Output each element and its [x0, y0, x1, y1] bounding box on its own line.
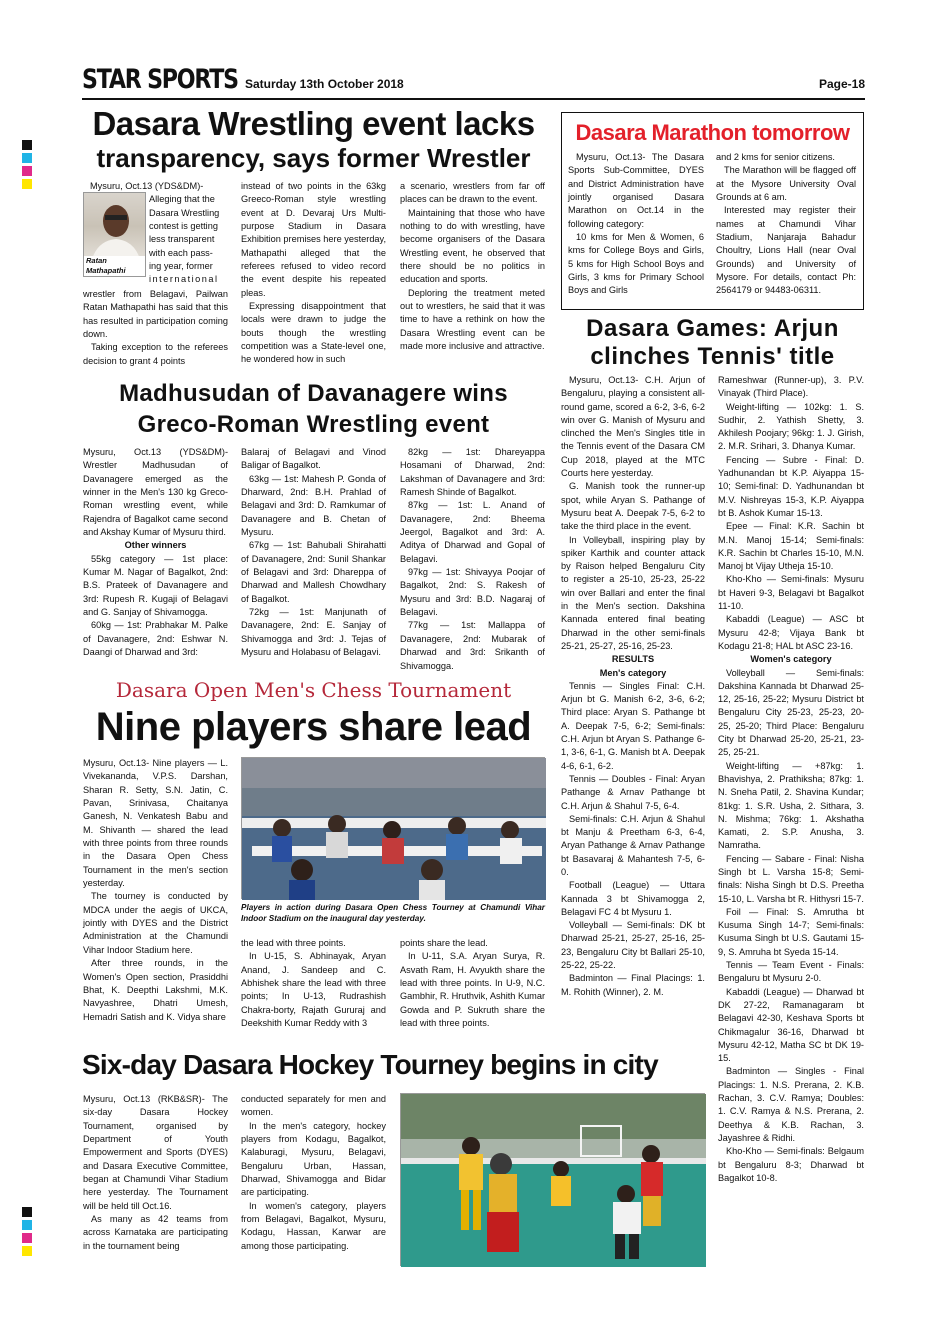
para: Semi-finals: C.H. Arjun & Shahul bt Manju & Preetham 6-3, 6-4, Aryan Pathange & Arnav Pathange bt Basavaraj & Mahantesh 7-5, 6-0.: [561, 813, 705, 877]
registration-marks-top: [22, 140, 32, 192]
para: Volleyball — Semi-finals: Dakshina Kannada bt Dharwad 25-12, 25-16, 25-22; Mysuru District bt Bengaluru City 25-23, 25-23, 20-25, 25-20; Third Place: Bengaluru City bt Dharwad 25-20, 25-21, 23-25, 25-21.: [718, 667, 864, 758]
madhusudan-headline-1: Madhusudan of Davanagere wins: [119, 380, 508, 407]
para: Weight-lifting — 102kg: 1. S. Sudhir, 2. Yathish Shetty, 3. Akhilesh Poojary; 96kg: 1. J. Girish, 2. M.R. Srihari, 3. Dhanya Kumar.: [718, 401, 864, 452]
marathon-col2: [716, 151, 856, 307]
para: Volleyball — Semi-finals: DK bt Dharwad 25-21, 25-27, 25-16, 25-23, Bengaluru City bt Ballari 25-10, 25-22, 25-22.: [561, 920, 705, 971]
games-col2: [718, 374, 864, 1268]
line: less transparent: [149, 234, 215, 245]
madhusudan-headline-2: Greco-Roman Wrestling event: [137, 411, 490, 438]
para: In Volleyball, inspiring play by spiker Karthik and counter attack by Raison helped Bengaluru City to register a 25-10, 25-23, 25-22 win over Ballari and enter the final in the Men's section. Dakshina Kannada entered final beating Dharwad in the other semi-finals 25-21, 25-27, 25-16, 25-23.: [561, 534, 705, 651]
para: Mysuru, Oct.13- The Dasara Sports Sub-Committee, DYES and District Administration have jointly organised Dasara Marathon on Oct.14 in the following category:: [568, 152, 704, 229]
para: 60kg — 1st: Prabhakar M. Palke of Davanagere, 2nd: Eshwar N. Daangi of Dharwad and 3rd:: [83, 620, 228, 658]
para: Badminton — Singles - Final Placings: 1. N.S. Prerana, 2. K.B. Rachan, 3. C.V. Ramya; Doubles: 1. C.V. Ramya & N.S. Prerana, 2. Deethya & K.B. Rachan, 3. Jayashree & Ridhi.: [718, 1066, 864, 1143]
wrestling-col1b: [83, 288, 228, 374]
page-number: Page-18: [818, 77, 865, 91]
wrestling-headline-2: transparency, says former Wrestler: [96, 143, 531, 173]
line: ing year, former: [149, 261, 213, 272]
chess-headline: Nine players share lead: [95, 705, 532, 749]
para: In women's category, players from Belagavi, Bagalkot, Mysuru, Kodagu, Hassan, Karwar are among those participating.: [241, 1200, 386, 1251]
marathon-headline: Dasara Marathon tomorrow: [575, 120, 850, 145]
para: Foil — Final: S. Amrutha bt Kusuma Singh 14-7; Semi-finals: Kusuma Singh bt U.S. Gautami 15-9, S. Amruha bt Syeda 15-14.: [718, 906, 864, 957]
marathon-col1: [568, 151, 704, 307]
para: Mysuru, Oct.13- C.H. Arjun of Bengaluru, playing a consistent all-round game, scored a 6-2, 3-6, 6-2 win over G. Manish of Mysuru and clinched the Men's Singles title in the Tennis event of the Dasara CM Cup 2018, played at the MTC Courts here yesterday.: [561, 375, 705, 479]
games-col1: [561, 374, 705, 1042]
para: As many as 42 teams from across Karnataka are participating in the tournament being: [83, 1214, 228, 1251]
para: Weight-lifting — +87kg: 1. Bhavishya, 2. Prathiksha; 87kg: 1. N. Sneha Patil, 2. Shavina Kundar; 81kg: 1. S.R. Usha, 2. Sithara, 3. N. Mishma; 76kg: 1. Akshatha Kamati, 2. S.P. Anusha, 3. Namratha.: [718, 760, 864, 851]
para: Mysuru, Oct.13 (YDS&DM)-: [90, 181, 204, 191]
line: Dasara Wrestling: [149, 207, 220, 218]
hockey-col2: [241, 1093, 386, 1263]
chess-col1: [83, 757, 228, 1033]
para: Maintaining that those who have nothing to do with wrestling, have become organisers of the Dasara Wrestling event, he observed that there should be no politics in education and sports.: [400, 207, 545, 285]
para: Deploring the treatment meted out to wrestlers, he said that it was time to have a rethink on how the Dasara Wrestling event can be made more inclusive and attractive.: [400, 287, 545, 352]
chess-hall-image: [242, 758, 546, 900]
para: points share the lead.: [400, 938, 488, 948]
para: Taking exception to the referees decision to grant 4 points: [83, 342, 228, 366]
para: and 2 kms for senior citizens.: [716, 152, 835, 162]
para: Badminton — Final Placings: 1. M. Rohith (Winner), 2. M.: [561, 973, 705, 997]
para: 72kg — 1st: Manjunath of Davanagere, 2nd: E. Sanjay of Shivamogga and 3rd: J. Tejas of Mysuru and Holabasu of Belagavi.: [241, 607, 386, 658]
para: 63kg — 1st: Mahesh P. Gonda of Dharward, 2nd: B.H. Prahlad of Belagavi and 3rd: D. Ramkumar of Davanagere and B. Chetan of Mysuru.: [241, 473, 386, 538]
para: Mysuru, Oct.13 (RKB&SR)- The six-day Dasara Hockey Tournament, organised by Department of Youth Empowerment and Sports (DYES) and Dasara Executive Committee, began at Chamundi Vihar Stadium here yesterday. The Tournament will be held till Oct.16.: [83, 1094, 228, 1211]
madhusudan-col3: [400, 446, 545, 670]
para: 67kg — 1st: Bahubali Shirahatti of Davanagere, 2nd: Sunil Shankar of Belagavi and 3rd: Dhareppa of Dharwad and Mallesh Chowdhary of Bagalkot.: [241, 540, 386, 604]
para: 87kg — 1st: L. Anand of Davanagere, 2nd: Bheema Jeergol, Bagalkot and 3rd: A. Aditya of Dharwad and Gopal of Belagavi.: [400, 500, 545, 564]
line: international: [149, 274, 219, 285]
para: the lead with three points.: [241, 938, 346, 948]
para: 82kg — 1st: Dhareyappa Hosamani of Dharwad, 2nd: Lakshman of Davanagere and 3rd: Ramesh Shinde of Bagalkot.: [400, 447, 545, 498]
para: instead of two points in the 63kg Greeco-Roman style wrestling event at D. Devaraj Urs Multi-purpose Stadium in Dasara Exhibition premises here yesterday, Mathapathi alleged that the referees refused to video record the event despite his repeated pleas.: [241, 181, 386, 298]
para: G. Manish took the runner-up spot, while Aryan S. Pathange of Mysuru beat A. Deepak 7-5, 6-2 to take the third place in the event.: [561, 481, 705, 532]
para: Mysuru, Oct.13 (YDS&DM)- Wrestler Madhusudan of Davanagere emerged as the winner in the Men's 130 kg Greco-Roman wrestling event, while Rajendra of Bagalkot came second and Akshay Kumar of Mysuru third.: [83, 447, 228, 538]
para: Epee — Final: K.R. Sachin bt M.N. Manoj 15-14; Semi-finals: K.R. Sachin bt Charles 15-10, M.N. Manoj bt Vijay Utheja 15-10.: [718, 521, 864, 572]
chess-photo: [241, 757, 545, 899]
para: After three rounds, in the Women's Open section, Prasiddhi Bhat, K. Deepthi Lakshmi, M.K. Navyashree, Dhatri Umesh, Hemadri Satish and K. Vidya share: [83, 958, 228, 1022]
para: In the men's category, hockey players from Kodagu, Bagalkot, Kalaburagi, Mysuru, Belagavi, Bengaluru Urban, Hassan, Dharwad, Shivamogga and Bidar are participating.: [241, 1120, 386, 1198]
wrestling-headline-1: Dasara Wrestling event lacks: [92, 105, 535, 142]
chess-kicker: Dasara Open Men's Chess Tournament: [115, 678, 512, 702]
para: Fencing — Subre - Final: D. Yadhunandan bt K.P. Aiyappa 15-10; Semi-final: D. Yadhunandan bt M.V. Nishreyas 15-3, K.P. Aiyappa bt B. Ashok Kumar 15-13.: [718, 454, 864, 518]
subhead: Other winners: [124, 540, 187, 551]
para: conducted separately for men and women.: [241, 1094, 386, 1118]
madhusudan-col1: [83, 446, 228, 670]
para: Rameshwar (Runner-up), 3. P.V. Vinayak (Third Place).: [718, 375, 864, 399]
masthead: [82, 64, 865, 100]
paper-name: STAR SPORTS: [82, 64, 238, 95]
hockey-match-image: [401, 1094, 706, 1267]
para: Tennis — Doubles - Final: Aryan Pathange & Arnav Pathange bt C.H. Arjun & Shahul 7-5, 6-4.: [561, 773, 705, 811]
para: Mysuru, Oct.13- Nine players — L. Vivekananda, V.P.S. Darshan, Sharan R. Setty, S.N. Jatin, C. Pavan, Srinivasa, Chaitanya Ganesh, N. Venkatesh Babu and M. Shivanth — shared the lead with three points from three rounds in the Dasara Open Chess Tournament in the men's section yesterday.: [83, 758, 228, 889]
photo-caption: Ratan Mathapathi: [84, 256, 145, 276]
marathon-box: [561, 112, 864, 310]
subhead: Women's category: [750, 654, 832, 665]
para: 55kg category — 1st place: Kumar M. Nagar of Bagalkot, 2nd: B.S. Prateek of Davanagere and 3rd: Rupesh R. Kugaji of Belagavi and G. Sanjay of Shivamogga.: [83, 553, 228, 618]
hockey-col1: [83, 1093, 228, 1263]
para: Interested may register their names at Chamundi Vihar Stadium, Nanjaraja Bahadur Choultry, Lions Hall (near Oval Grounds) and University of Mysore. For details, contact Ph: 2564179 or 94483-06311.: [716, 205, 856, 296]
line: contest is getting: [149, 221, 218, 232]
wrestling-col2: [241, 180, 386, 374]
para: Kho-Kho — Semi-finals: Belgaum bt Bengaluru 8-3; Dharwad bt Bagalkot 10-8.: [718, 1146, 864, 1183]
para: Expressing disappointment that locals were drawn to judge the bouts though the wrestling competition was a State-level one, he wondered how in such: [241, 301, 386, 365]
para: In U-11, S.A. Aryan Surya, R. Asvath Ram, H. Avyukth share the lead with three points. In U-9, N.C. Gambhir, R. Hruthvik, Ashith Kumar Gowda and P. Sukruth share the lead with three points.: [400, 951, 546, 1029]
para: The Marathon will be flagged off at the Mysore University Oval Grounds at 6 am.: [716, 165, 856, 203]
chess-col3: [400, 937, 545, 1033]
para: Football (League) — Uttara Kannada 3 bt Shivamogga 2, Belagavi FC 4 bt Mysuru 1.: [561, 880, 705, 917]
registration-marks-bottom: [22, 1207, 32, 1259]
para: Fencing — Sabare - Final: Nisha Singh bt L. Varsha 15-8; Semi-finals: Nisha Singh bt D.S. Preetha 15-10, L. Varsha bt R. Hithysri 15-7.: [718, 853, 864, 904]
para: Kho-Kho — Semi-finals: Mysuru bt Haveri 9-3, Belagavi bt Bagalkot 11-10.: [718, 574, 864, 612]
ratan-mathapathi-photo: [83, 192, 146, 277]
chess-col2: [241, 937, 386, 1033]
para: Balaraj of Belagavi and Vinod Baligar of Bagalkot.: [241, 447, 386, 471]
para: Kabaddi (League) — ASC bt Mysuru 42-8; Vijaya Bank bt Kodagu 21-8; HAL bt ASC 23-16.: [718, 614, 864, 651]
chess-photo-caption: Players in action during Dasara Open Chess Tourney at Chamundi Vihar Indoor Stadium on the inaugural day yesterday.: [241, 903, 545, 923]
para: 77kg — 1st: Mallappa of Davanagere, 2nd: Mubarak of Dharwad and 3rd: Srikanth of Shivamogga.: [400, 620, 545, 671]
para: Kabaddi (League) — Dharwad bt DK 27-22, Ramanagaram bt Belagavi 42-30, Keshava Sports bt Chikmagalur 36-16, Dharwad bt Mysuru 42-12, Matha SC bt DK 19-15.: [718, 986, 864, 1064]
para: wrestler from Belagavi, Pailwan Ratan Mathapathi has said that this has resulted in participation coming down.: [83, 289, 228, 340]
subhead: Men's category: [599, 667, 667, 678]
line: Alleging that the: [149, 194, 215, 205]
hockey-headline: Six-day Dasara Hockey Tourney begins in city: [82, 1049, 658, 1080]
issue-date: Saturday 13th October 2018: [245, 77, 404, 91]
para: In U-15, S. Abhinayak, Aryan Anand, J. Sandeep and C. Abhishek share the lead with three points; In U-13, Rudrashish Chakra-borty, Rajath Gururaj and Deekshith Kumar Reddy with 3: [241, 951, 386, 1029]
wrestling-col3: [400, 180, 545, 374]
hockey-photo: [400, 1093, 705, 1266]
madhusudan-col2: [241, 446, 386, 670]
para: Tennis — Singles Final: C.H. Arjun bt G. Manish 6-2, 3-6, 6-2; Third place: Aryan S. Pathange bt A. Deepak 7-5, 6-2; Semi-finals: C.H. Arjun bt Aryan S. Pathange 6-1, 3-6, 6-1, G. Manish bt A. Deepak 4-6, 6-1, 6-2.: [561, 680, 706, 771]
line: with each pass-: [149, 247, 213, 258]
para: a scenario, wrestlers from far off places can be drawn to the event.: [400, 181, 545, 205]
para: The tourney is conducted by MDCA under the aegis of UKCA, jointly with DYES and the District Administration at the Chamundi Vihar Indoor Stadium here.: [83, 891, 228, 955]
games-headline-1: Dasara Games: Arjun: [586, 315, 839, 342]
para: Tennis — Team Event - Finals: Bengaluru bt Mysuru 2-0.: [718, 960, 864, 984]
para: 97kg — 1st: Shivayya Poojar of Bagalkot, 2nd: S. Rakesh of Mysuru and 3rd: B.D. Nagaraj of Belagavi.: [400, 567, 545, 618]
subhead: RESULTS: [611, 654, 655, 665]
games-headline-2: clinches Tennis' title: [590, 343, 835, 370]
para: 10 kms for Men & Women, 6 kms for College Boys and Girls, 5 kms for High School Boys and Girls, 3 kms for Primary School Boys and Girls: [568, 232, 704, 296]
